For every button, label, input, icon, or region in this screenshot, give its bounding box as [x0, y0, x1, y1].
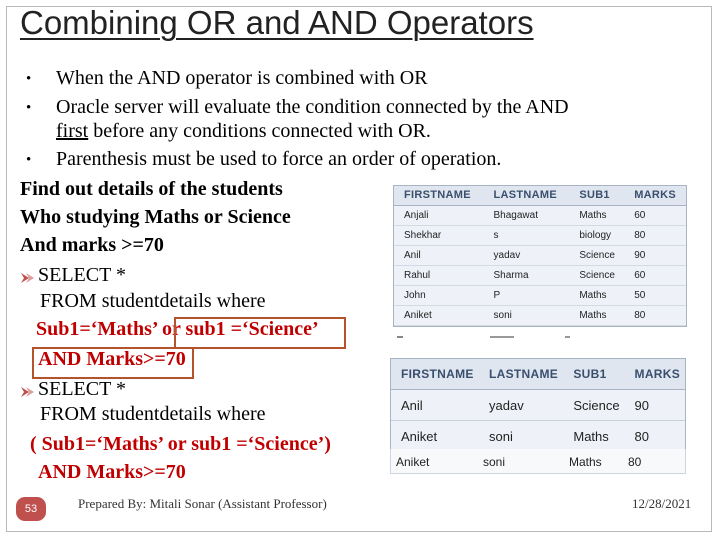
- slide-number-badge: 53: [16, 497, 46, 521]
- table-cell: Maths: [569, 455, 602, 469]
- table-cell: 80: [625, 421, 685, 452]
- bullet-text-2-rest: before any conditions connected with OR.: [88, 120, 431, 142]
- table-cell: 90: [624, 246, 686, 266]
- table-cell: s: [484, 226, 570, 246]
- table-cell: soni: [483, 455, 506, 469]
- table-row: [391, 421, 685, 452]
- table-header-row: [394, 186, 686, 206]
- table-cell: 80: [628, 455, 642, 469]
- table-cell: Aniket: [396, 455, 430, 469]
- table-cell: Maths: [563, 421, 624, 452]
- table-cell: 90: [625, 390, 685, 421]
- column-header: SUB1: [569, 186, 624, 206]
- table-row: [391, 390, 685, 421]
- slide-title: Combining OR and AND Operators: [20, 4, 534, 41]
- table-cell: Aniket: [391, 421, 479, 452]
- bullet-text-1: When the AND operator is combined with OR: [56, 67, 428, 89]
- table-cell: Sharma: [484, 266, 570, 286]
- highlight-box-or: [174, 317, 346, 349]
- table-cell: 60: [624, 266, 686, 286]
- bullet-dot: •: [26, 152, 32, 168]
- column-header: SUB1: [563, 359, 624, 390]
- table-row: [394, 286, 686, 306]
- bullet-dot: •: [26, 71, 32, 87]
- query2-select: SELECT *: [38, 378, 126, 400]
- table-cell: Bhagawat: [484, 206, 570, 226]
- table-row: [394, 246, 686, 266]
- task-line-2: Who studying Maths or Science: [20, 206, 291, 228]
- query2-condition-or: ( Sub1=‘Maths’ or sub1 =‘Science’): [30, 433, 331, 455]
- table-cell: Maths: [569, 306, 624, 326]
- task-line-1: Find out details of the students: [20, 178, 283, 200]
- table-cell: John: [394, 286, 484, 306]
- query2-from: FROM studentdetails where: [40, 403, 266, 425]
- table-cell: 80: [624, 306, 686, 326]
- arrow-bullet-icon: [20, 271, 36, 285]
- table-cell: biology: [569, 226, 624, 246]
- table-cell: Anjali: [394, 206, 484, 226]
- table-cell: Maths: [569, 286, 624, 306]
- query1-from: FROM studentdetails where: [40, 290, 266, 312]
- table-cell: Maths: [569, 206, 624, 226]
- table-row-extra: [390, 449, 686, 474]
- query1-select: SELECT *: [38, 264, 126, 286]
- task-line-3: And marks >=70: [20, 234, 164, 256]
- column-header: FIRSTNAME: [394, 186, 484, 206]
- result-table-1: [393, 185, 687, 327]
- table-cell: Science: [569, 266, 624, 286]
- table-header-row: [391, 359, 685, 390]
- table-row: [394, 226, 686, 246]
- bullet-text-3: Parenthesis must be used to force an order of operation.: [56, 148, 502, 170]
- table-cell: 80: [624, 226, 686, 246]
- result-table-2: [390, 358, 686, 453]
- table-cell: 60: [624, 206, 686, 226]
- bullet-text-2-continued: first before any conditions connected with OR.: [56, 120, 431, 142]
- table-cell: 50: [624, 286, 686, 306]
- table-cell: Shekhar: [394, 226, 484, 246]
- table-cell: Science: [563, 390, 624, 421]
- bullet-text-2: Oracle server will evaluate the condition connected by the AND: [56, 96, 569, 118]
- table-row: [394, 206, 686, 226]
- table-cell: soni: [479, 421, 563, 452]
- table-row: [394, 266, 686, 286]
- column-header: MARKS: [625, 359, 685, 390]
- cropped-text-remnant: [395, 327, 685, 333]
- column-header: FIRSTNAME: [391, 359, 479, 390]
- column-header: LASTNAME: [484, 186, 570, 206]
- query1-condition-or: Sub1=‘Maths’ or sub1 =‘Science’: [36, 318, 319, 340]
- footer-author: Prepared By: Mitali Sonar (Assistant Professor): [78, 496, 327, 511]
- table-cell: yadav: [479, 390, 563, 421]
- column-header: LASTNAME: [479, 359, 563, 390]
- table-cell: P: [484, 286, 570, 306]
- query1-condition-and: AND Marks>=70: [38, 348, 186, 370]
- table-cell: Rahul: [394, 266, 484, 286]
- table-cell: Aniket: [394, 306, 484, 326]
- column-header: MARKS: [624, 186, 686, 206]
- arrow-bullet-icon: [20, 385, 36, 399]
- table-cell: Science: [569, 246, 624, 266]
- table-cell: Anil: [394, 246, 484, 266]
- highlight-box-and: [32, 347, 194, 379]
- table-cell: yadav: [484, 246, 570, 266]
- bullet-dot: •: [26, 100, 32, 116]
- table-row: [394, 306, 686, 326]
- query2-condition-and: AND Marks>=70: [38, 461, 186, 483]
- table-cell: Anil: [391, 390, 479, 421]
- table-cell: soni: [484, 306, 570, 326]
- footer-date: 12/28/2021: [632, 496, 692, 511]
